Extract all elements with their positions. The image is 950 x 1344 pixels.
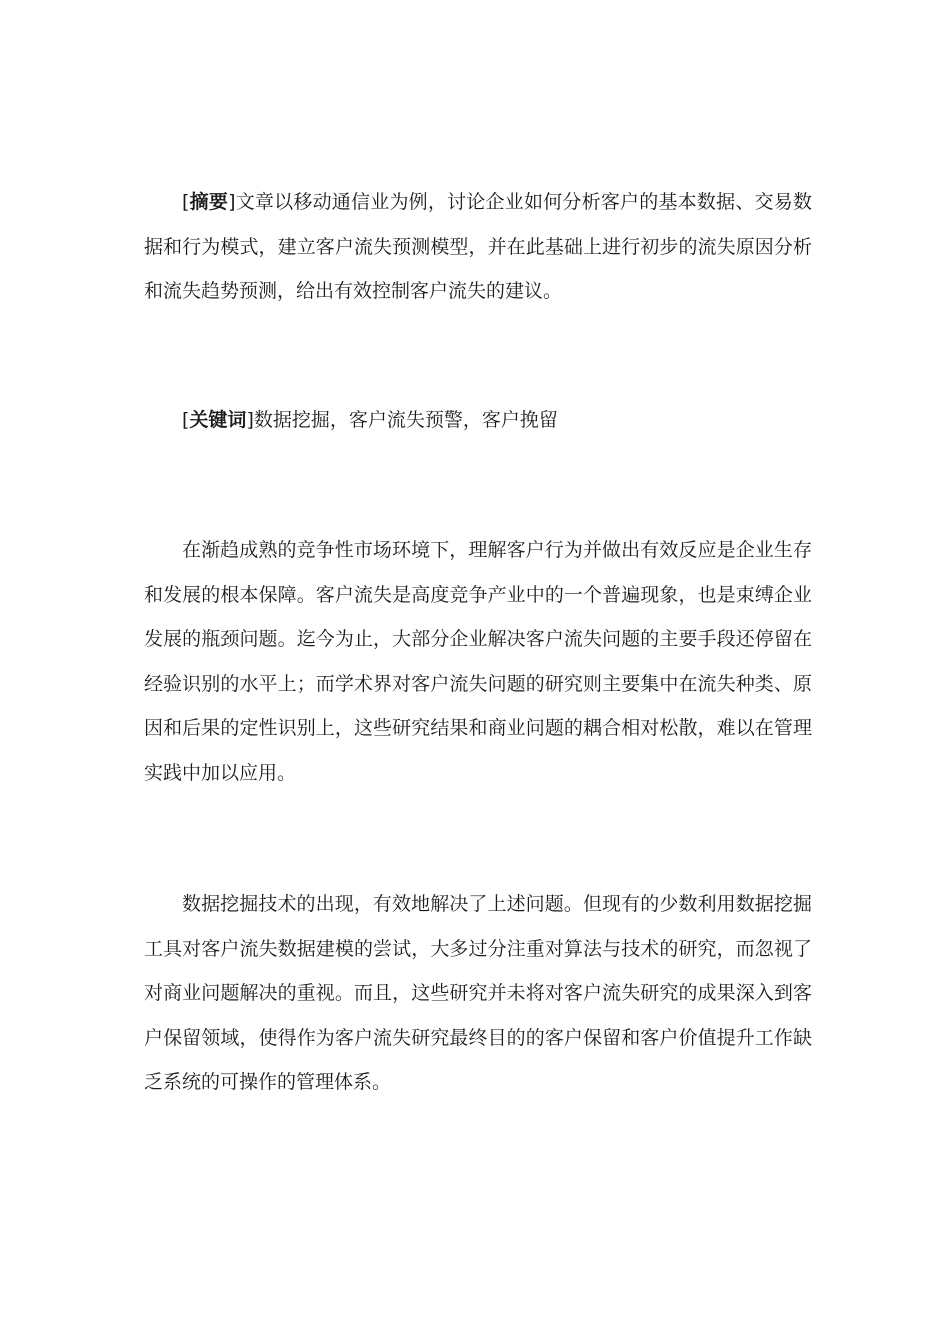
keywords-text: 数据挖掘，客户流失预警，客户挽留	[253, 409, 558, 431]
body-paragraph-1: 在渐趋成熟的竞争性市场环境下，理解客户行为并做出有效反应是企业生存和发展的根本保障。客户流失是高度竞争产业中的一个普遍现象，也是束缚企业发展的瓶颈问题。迄今为止，大部分企业解决客户流失问题的主要手段还停留在经验识别的水平上；而学术界对客户流失问题的研究则主要集中在流失种类、原因和后果的定性识别上，这些研究结果和商业问题的耦合相对松散，难以在管理实践中加以应用。	[144, 539, 812, 784]
abstract-bracket-close: ]	[228, 191, 236, 213]
keywords-label: 关键词	[189, 409, 247, 431]
body-paragraph-2: 数据挖掘技术的出现，有效地解决了上述问题。但现有的少数利用数据挖掘工具对客户流失数据建模的尝试，大多过分注重对算法与技术的研究，而忽视了对商业问题解决的重视。而且，这些研究并未将对客户流失研究的成果深入到客户保留领域，使得作为客户流失研究最终目的的客户保留和客户价值提升工作缺乏系统的可操作的管理体系。	[144, 893, 812, 1093]
keywords-bracket-open: [	[182, 409, 190, 431]
keywords-paragraph	[144, 398, 812, 443]
keywords-bracket-close: ]	[246, 409, 254, 431]
abstract-paragraph	[144, 180, 812, 314]
abstract-label: 摘要	[189, 191, 229, 213]
abstract-text: 文章以移动通信业为例，讨论企业如何分析客户的基本数据、交易数据和行为模式，建立客户流失预测模型，并在此基础上进行初步的流失原因分析和流失趋势预测，给出有效控制客户流失的建议。	[144, 191, 812, 302]
abstract-bracket-open: [	[182, 191, 190, 213]
